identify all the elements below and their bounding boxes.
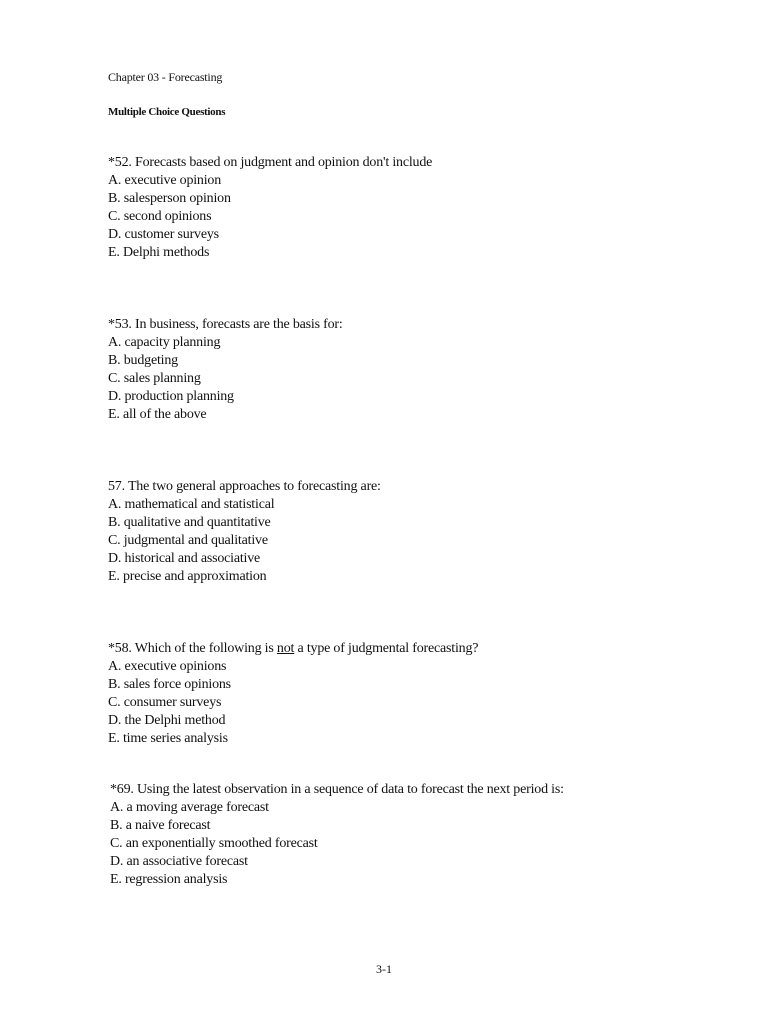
answer-option: D. historical and associative: [108, 551, 261, 566]
answer-option: B. a naive forecast: [110, 818, 211, 833]
stem-text-after: a type of judgmental forecasting?: [294, 641, 479, 656]
answer-option: C. second opinions: [108, 209, 212, 224]
answer-option: A. executive opinions: [108, 659, 227, 674]
stem-text-before: *58. Which of the following is: [108, 641, 277, 656]
stem-underlined-word: not: [276, 641, 295, 656]
answer-option: A. capacity planning: [108, 335, 221, 350]
answer-option: E. precise and approximation: [108, 569, 267, 584]
answer-option: B. budgeting: [108, 353, 178, 368]
question-stem: *52. Forecasts based on judgment and opinion don't include: [108, 155, 433, 170]
answer-option: B. sales force opinions: [108, 677, 231, 692]
section-title: Multiple Choice Questions: [108, 106, 226, 118]
answer-option: A. mathematical and statistical: [108, 497, 275, 512]
page-number: 3-1: [376, 962, 392, 976]
answer-option: D. an associative forecast: [110, 854, 248, 869]
answer-option: E. time series analysis: [108, 731, 228, 746]
question-stem: 57. The two general approaches to forecasting are:: [108, 479, 381, 494]
answer-option: C. sales planning: [108, 371, 201, 386]
answer-option: A. a moving average forecast: [110, 800, 269, 815]
answer-option: B. salesperson opinion: [108, 191, 231, 206]
question-53: [108, 316, 343, 424]
answer-option: A. executive opinion: [108, 173, 222, 188]
answer-option: B. qualitative and quantitative: [108, 515, 271, 530]
question-58: [108, 640, 478, 748]
question-57: [108, 478, 381, 586]
question-stem: *69. Using the latest observation in a sequence of data to forecast the next period is:: [110, 782, 564, 797]
answer-option: C. judgmental and qualitative: [108, 533, 268, 548]
chapter-title: Chapter 03 - Forecasting: [108, 70, 223, 84]
question-52: [108, 154, 432, 262]
answer-option: C. consumer surveys: [108, 695, 222, 710]
question-stem: [108, 640, 478, 658]
answer-option: E. Delphi methods: [108, 245, 210, 260]
answer-option: D. customer surveys: [108, 227, 219, 242]
answer-option: E. all of the above: [108, 407, 207, 422]
answer-option: D. the Delphi method: [108, 713, 226, 728]
answer-option: D. production planning: [108, 389, 234, 404]
question-69: [110, 781, 564, 889]
answer-option: E. regression analysis: [110, 872, 228, 887]
question-stem: *53. In business, forecasts are the basis for:: [108, 317, 343, 332]
answer-option: C. an exponentially smoothed forecast: [110, 836, 318, 851]
